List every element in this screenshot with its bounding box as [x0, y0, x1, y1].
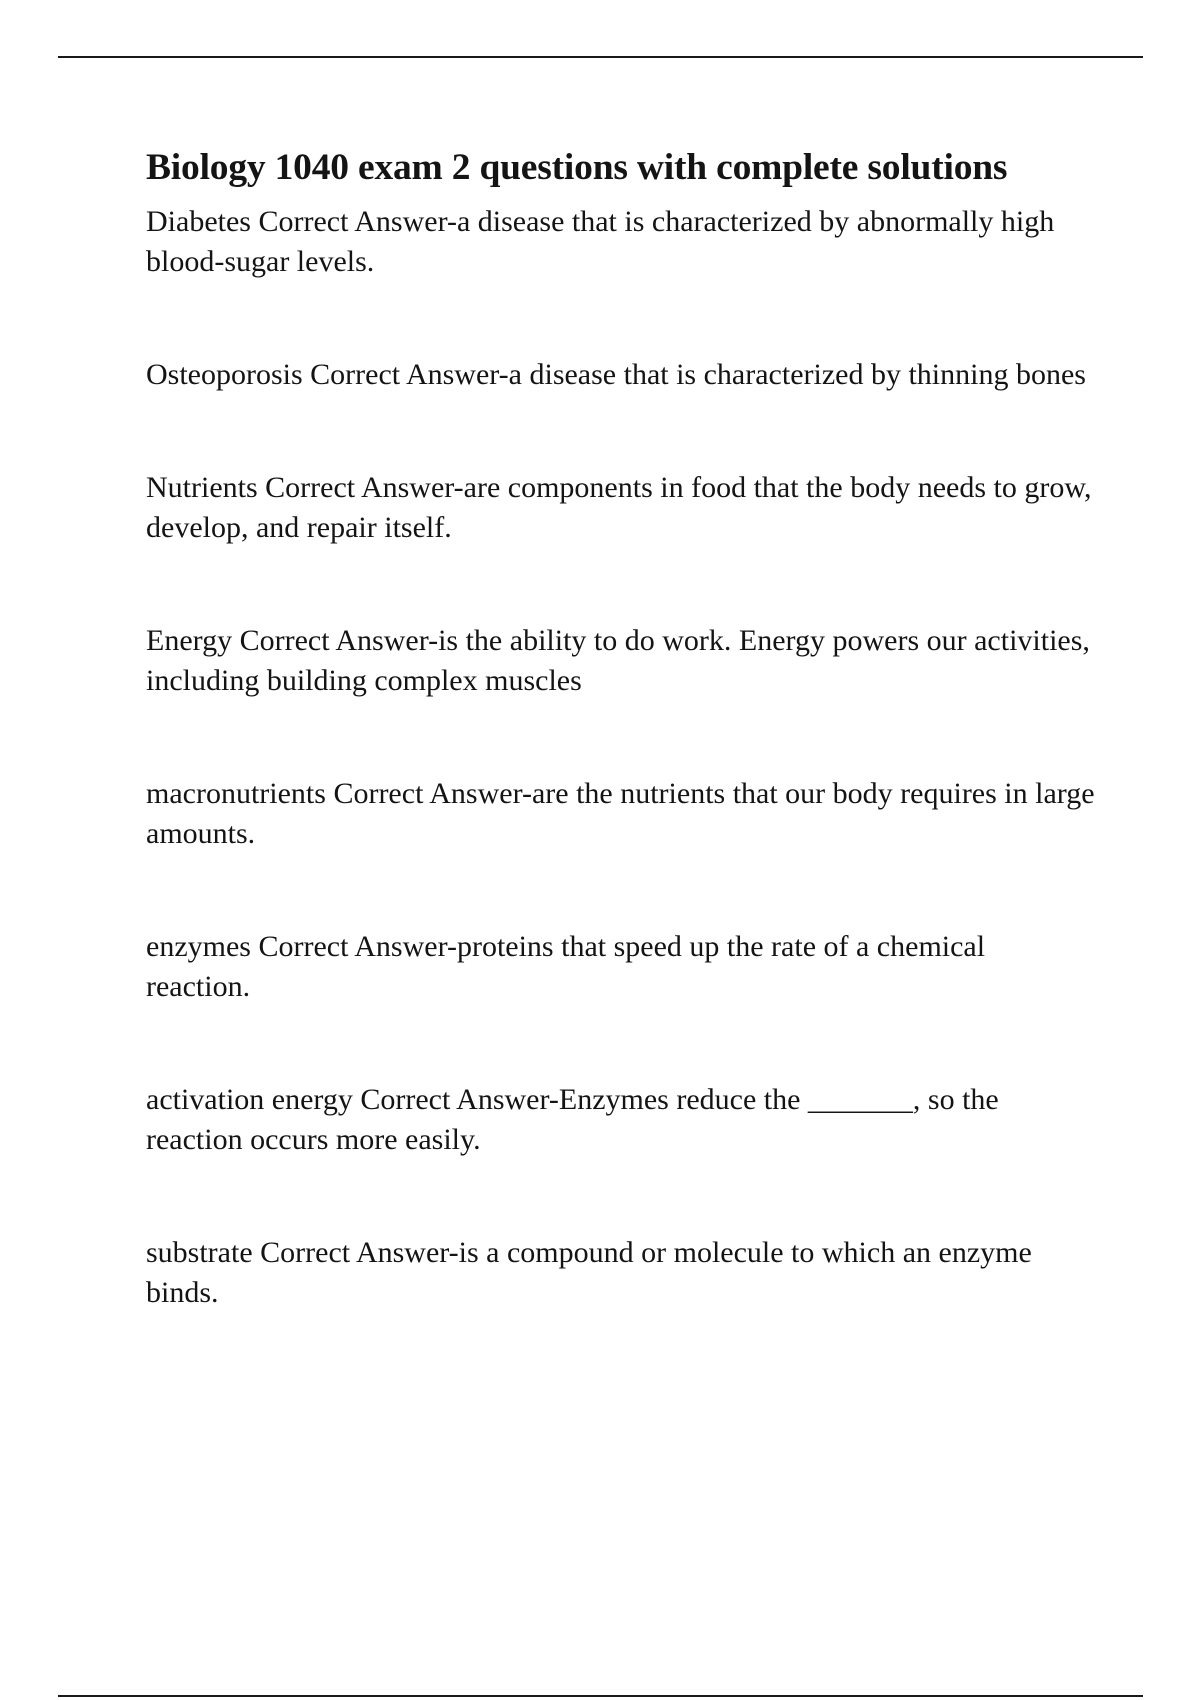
qa-entry-osteoporosis: Osteoporosis Correct Answer-a disease that is characterized by thinning bones: [146, 358, 1086, 391]
qa-list: [146, 202, 1096, 1313]
document-body: [146, 142, 1096, 1386]
qa-entry-diabetes: Diabetes Correct Answer-a disease that is characterized by abnormally high blood-sugar levels.: [146, 205, 1055, 278]
document-title: Biology 1040 exam 2 questions with complete solutions: [146, 147, 1008, 188]
header-rule: [58, 56, 1143, 58]
qa-entry-activation-energy: activation energy Correct Answer-Enzymes reduce the _______, so the reaction occurs more easily.: [146, 1083, 999, 1156]
footer-rule: [58, 1695, 1143, 1697]
qa-entry-enzymes: enzymes Correct Answer-proteins that speed up the rate of a chemical reaction.: [146, 930, 986, 1003]
qa-entry-macronutrients: macronutrients Correct Answer-are the nutrients that our body requires in large amounts.: [146, 777, 1095, 850]
qa-entry-nutrients: Nutrients Correct Answer-are components in food that the body needs to grow, develop, and repair itself.: [146, 471, 1092, 544]
qa-entry-substrate: substrate Correct Answer-is a compound or molecule to which an enzyme binds.: [146, 1236, 1032, 1309]
qa-entry-energy: Energy Correct Answer-is the ability to do work. Energy powers our activities, including building complex muscles: [146, 624, 1090, 697]
